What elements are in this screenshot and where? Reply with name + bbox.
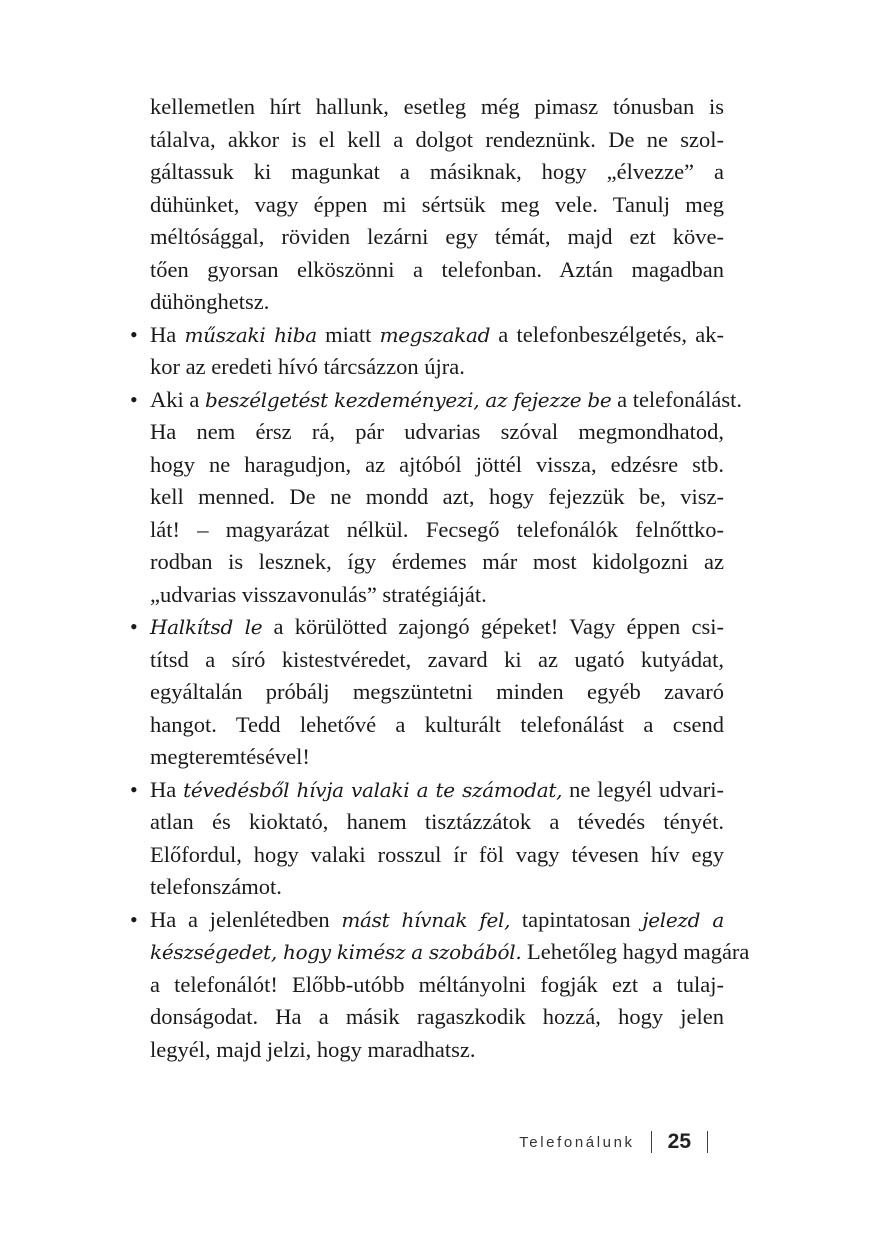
bullet-icon: • [130, 614, 138, 639]
text-span: a telefonbeszélgetés, ak- [490, 321, 724, 347]
text-span: a telefonálót! Előbb-utóbb méltányolni fogják ezt a tulaj- [150, 971, 724, 997]
text-line [150, 709, 724, 742]
text-span: „udvarias visszavonulás” stratégiáját. [150, 581, 487, 607]
text-line [150, 904, 724, 937]
text-line [150, 514, 724, 547]
text-line [150, 839, 724, 872]
text-span: a körülötted zajongó gépeket! Vagy éppen csi- [262, 614, 724, 639]
footer-separator-right [707, 1131, 708, 1153]
text-span: egyáltalán próbálj megszüntetni minden egyéb zavaró [150, 679, 724, 704]
running-footer-title: Telefonálunk [519, 1133, 635, 1151]
list-item [130, 611, 724, 774]
text-span: kor az eredeti hívó tárcsázzon újra. [150, 354, 465, 379]
text-span: legyél, majd jelzi, hogy maradhatsz. [150, 1036, 476, 1062]
text-line: dühünket, vagy éppen mi sértsük meg vele. Tanulj meg [150, 191, 724, 217]
bullet-list [130, 319, 750, 1067]
text-line [150, 644, 724, 677]
text-span: Aki a [150, 386, 205, 412]
text-line [150, 676, 724, 709]
text-line [150, 1001, 724, 1034]
text-line [150, 936, 750, 969]
text-line: tálalva, akkor is el kell a dolgot rendeznünk. De ne szol- [150, 126, 724, 152]
text-line [150, 416, 724, 449]
text-span: Előfordul, hogy valaki rosszul ír föl vagy tévesen hív egy [150, 841, 724, 867]
bullet-icon: • [130, 906, 138, 932]
text-line [150, 774, 724, 807]
text-line [150, 969, 724, 1002]
text-line [150, 611, 724, 644]
text-span: telefonszámot. [150, 874, 282, 899]
list-item [130, 904, 750, 1067]
text-span: hogy ne haragudjon, az ajtóból jöttél vissza, edzésre stb. [150, 451, 724, 477]
text-line [150, 806, 724, 839]
emphasis-text: tévedésből hívja valaki a te számodat, [183, 777, 563, 802]
text-line: gáltassuk ki magunkat a másiknak, hogy „élvezze” a [150, 159, 724, 184]
text-span: Lehetőleg hagyd magára [521, 939, 750, 964]
text-line [150, 351, 724, 384]
list-item [130, 319, 724, 384]
emphasis-text: beszélgetést kezdeményezi, az fejezze be [205, 387, 612, 412]
text-span: kell menned. De ne mondd azt, hogy fejezzük be, visz- [150, 484, 724, 509]
body-text [130, 91, 750, 1066]
intro-paragraph [150, 91, 724, 319]
bullet-icon: • [130, 321, 138, 347]
text-line [150, 741, 724, 774]
bullet-icon: • [130, 386, 138, 412]
text-span: Ha nem érsz rá, pár udvarias szóval megmondhatod, [150, 419, 724, 444]
bullet-icon: • [130, 776, 138, 802]
emphasis-text: mást hívnak fel, [341, 907, 511, 932]
text-line [150, 1034, 724, 1067]
text-line [150, 546, 724, 579]
text-line [150, 384, 743, 417]
emphasis-text: Halkítsd le [150, 615, 263, 639]
text-line: dühönghetsz. [150, 289, 270, 314]
text-span: atlan és kioktató, hanem tisztázzátok a tévedés tényét. [150, 809, 724, 834]
text-span: miatt [316, 321, 380, 347]
text-span: a telefonálást. [611, 386, 743, 412]
text-line [150, 449, 724, 482]
text-line [150, 481, 724, 514]
text-line: kellemetlen hírt hallunk, esetleg még pimasz tónusban is [150, 94, 724, 119]
text-line [150, 579, 724, 612]
text-span: hangot. Tedd lehetővé a kulturált telefonálást a csend [150, 711, 724, 737]
emphasis-text: műszaki hiba [184, 322, 317, 347]
text-span: lát! – magyarázat nélkül. Fecsegő telefonálók felnőttko- [150, 516, 724, 542]
text-span: Ha [150, 321, 185, 347]
text-span: ne legyél udvari- [562, 776, 724, 802]
text-span: rodban is lesznek, így érdemes már most kidolgozni az [150, 549, 724, 574]
text-span: donságodat. Ha a másik ragaszkodik hozzá, hogy jelen [150, 1004, 724, 1029]
emphasis-text: megszakad [379, 322, 491, 347]
text-line [150, 871, 724, 904]
page-number: 25 [667, 1130, 691, 1153]
text-line [150, 319, 724, 352]
emphasis-text: készségedet, hogy kimész a szobából. [150, 940, 522, 964]
list-item [130, 774, 724, 904]
text-span: Ha [150, 776, 184, 802]
text-line: tően gyorsan elköszönni a telefonban. Aztán magadban [150, 256, 724, 282]
text-span: Ha a jelenlétedben [150, 906, 342, 932]
text-span: títsd a síró kistestvéredet, zavard ki az ugató kutyádat, [150, 646, 724, 672]
list-item [130, 384, 743, 612]
footer-separator [651, 1131, 652, 1153]
text-span: tapintatosan [510, 906, 643, 932]
page-footer [519, 1130, 724, 1154]
text-span: megteremtésével! [150, 744, 310, 769]
emphasis-text: jelezd a [642, 907, 724, 932]
text-line: méltósággal, röviden lezárni egy témát, majd ezt köve- [150, 224, 724, 249]
